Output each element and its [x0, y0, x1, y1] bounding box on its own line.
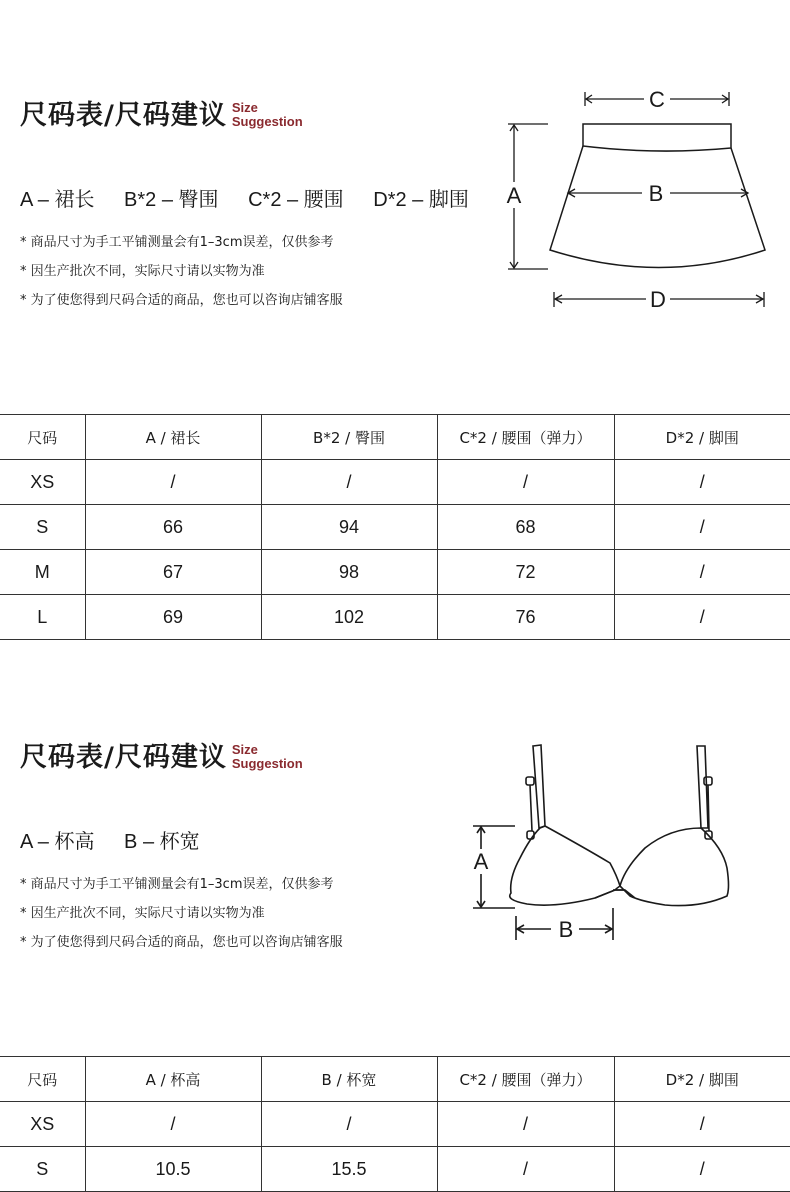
table-header: D*2 / 脚围	[614, 1057, 790, 1102]
skirt-diagram	[500, 80, 780, 320]
table-cell: S	[0, 505, 85, 550]
table-cell: 68	[437, 505, 614, 550]
legend-item: B*2 – 臀围	[124, 189, 219, 211]
table-row	[0, 505, 790, 550]
label-b: B	[558, 917, 574, 942]
table-cell: /	[261, 460, 437, 505]
table-cell: 102	[261, 595, 437, 640]
section1-title-row	[20, 101, 303, 129]
section2-title-en	[232, 743, 303, 771]
table-cell: /	[85, 460, 261, 505]
table-header: C*2 / 腰围（弹力）	[437, 1057, 614, 1102]
table-cell: 10.5	[85, 1147, 261, 1192]
table-cell: /	[614, 595, 790, 640]
table-cell: /	[261, 1102, 437, 1147]
section1-title: 尺码表/尺码建议	[20, 100, 227, 131]
table-cell: /	[437, 1147, 614, 1192]
table-cell: 15.5	[261, 1147, 437, 1192]
table-header-row	[0, 415, 790, 460]
title-en-suggestion: Suggestion	[231, 114, 303, 129]
label-a: A	[506, 183, 522, 208]
section2-title: 尺码表/尺码建议	[20, 742, 227, 773]
section2-notes	[20, 870, 343, 957]
table-cell: XS	[0, 1102, 85, 1147]
table-header: A / 杯高	[85, 1057, 261, 1102]
size-table-skirt	[0, 414, 790, 640]
section1-title-en	[232, 101, 303, 129]
note-line: * 为了使您得到尺码合适的商品，您也可以咨询店铺客服	[20, 293, 343, 308]
legend-item: A – 裙长	[20, 189, 95, 211]
table-cell: 72	[437, 550, 614, 595]
note-line: * 为了使您得到尺码合适的商品，您也可以咨询店铺客服	[20, 935, 343, 950]
note-line: * 因生产批次不同，实际尺寸请以实物为准	[20, 264, 265, 279]
label-c: C	[649, 87, 665, 112]
table-header: A / 裙长	[85, 415, 261, 460]
note-line: * 商品尺寸为手工平铺测量会有1–3cm误差，仅供参考	[20, 877, 334, 892]
size-table-bra	[0, 1056, 790, 1192]
table-header: D*2 / 脚围	[614, 415, 790, 460]
legend-item: C*2 – 腰围	[248, 189, 344, 211]
table-row	[0, 550, 790, 595]
table-cell: L	[0, 595, 85, 640]
note-line: * 因生产批次不同，实际尺寸请以实物为准	[20, 906, 265, 921]
table-cell: M	[0, 550, 85, 595]
table-row	[0, 460, 790, 505]
title-en-size: Size	[231, 742, 258, 757]
table-cell: /	[437, 460, 614, 505]
legend-item: A – 杯高	[20, 831, 95, 853]
table-cell: /	[614, 460, 790, 505]
section2-legend	[20, 825, 200, 854]
title-en-suggestion: Suggestion	[231, 756, 303, 771]
table-cell: /	[614, 505, 790, 550]
table-cell: 98	[261, 550, 437, 595]
table-header: B / 杯宽	[261, 1057, 437, 1102]
table-header: 尺码	[0, 1057, 85, 1102]
section1-notes	[20, 228, 343, 315]
table-header-row	[0, 1057, 790, 1102]
table-row	[0, 595, 790, 640]
table-cell: 67	[85, 550, 261, 595]
table-cell: /	[614, 1102, 790, 1147]
label-b: B	[648, 181, 664, 206]
table-header: 尺码	[0, 415, 85, 460]
section2-title-row	[20, 743, 303, 771]
title-en-size: Size	[231, 100, 258, 115]
table-row	[0, 1102, 790, 1147]
table-cell: /	[437, 1102, 614, 1147]
bra-diagram	[465, 738, 745, 948]
legend-item: B – 杯宽	[124, 831, 200, 853]
table-row	[0, 1147, 790, 1192]
table-cell: 66	[85, 505, 261, 550]
table-cell: /	[85, 1102, 261, 1147]
table-cell: S	[0, 1147, 85, 1192]
legend-item: D*2 – 脚围	[373, 189, 469, 211]
table-cell: 76	[437, 595, 614, 640]
section1-legend	[20, 183, 469, 212]
table-header: B*2 / 臀围	[261, 415, 437, 460]
label-a: A	[473, 849, 489, 874]
label-d: D	[650, 287, 666, 312]
table-cell: XS	[0, 460, 85, 505]
table-header: C*2 / 腰围（弹力）	[437, 415, 614, 460]
table-cell: 69	[85, 595, 261, 640]
table-cell: 94	[261, 505, 437, 550]
table-cell: /	[614, 550, 790, 595]
table-cell: /	[614, 1147, 790, 1192]
note-line: * 商品尺寸为手工平铺测量会有1–3cm误差，仅供参考	[20, 235, 334, 250]
